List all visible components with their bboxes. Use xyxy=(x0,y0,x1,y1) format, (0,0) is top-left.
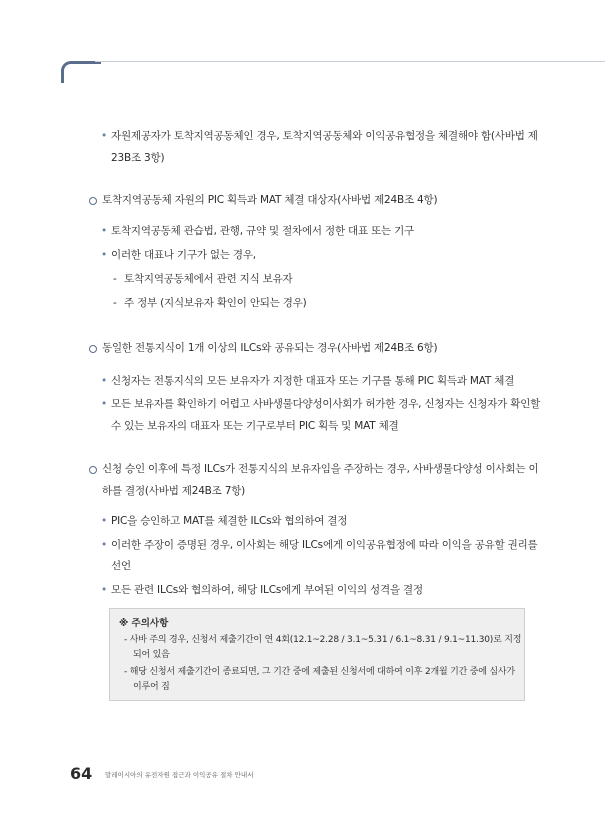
note-item-1-line-1: - 사바 주의 경우, 신청서 제출기간이 연 4회(12.1~2.28 / 3.1~5.31 / 6.1~8.31 / 9.1~11.30)로 지정 xyxy=(124,635,522,645)
page-number: 64 xyxy=(70,764,93,783)
section2-title: 동일한 전통지식이 1개 이상의 ILCs와 공유되는 경우(사바법 제24B조 6항) xyxy=(102,342,438,354)
page-corner-decoration xyxy=(61,61,101,83)
dash-marker: - xyxy=(113,273,117,285)
section-circle-icon xyxy=(89,466,97,474)
intro-bullet-1-line-1: • 자원제공자가 토착지역공동체인 경우, 토착지역공동체와 이익공유협정을 체결해야 함(사바법 제 xyxy=(111,129,538,144)
section-circle-icon xyxy=(89,345,97,353)
section-circle-icon xyxy=(89,197,97,205)
note-title: ※ 주의사항 xyxy=(119,618,169,629)
section3-bullet-1: • PIC을 승인하고 MAT를 체결한 ILCs와 협의하여 결정 xyxy=(111,514,347,529)
section2-bullet-2-line-2: 수 있는 보유자의 대표자 또는 기구로부터 PIC 획득 및 MAT 체결 xyxy=(111,420,399,432)
page-top-rule xyxy=(95,61,605,62)
section2-bullet-1: • 신청자는 전통지식의 모든 보유자가 지정한 대표자 또는 기구를 통해 PIC 획득과 MAT 체결 xyxy=(111,374,514,389)
note-item-1-line-2: 되어 있음 xyxy=(133,650,170,660)
section1-bullet-1: • 토착지역공동체 관습법, 관행, 규약 및 절차에서 정한 대표 또는 기구 xyxy=(111,224,414,239)
section1-dash-item-2: 주 정부 (지식보유자 확인이 안되는 경우) xyxy=(124,297,307,309)
section3-bullet-3: • 모든 관련 ILCs와 협의하여, 해당 ILCs에게 부여된 이익의 성격을 결정 xyxy=(111,583,423,598)
section3-title-line-2: 하를 결정(사바법 제24B조 7항) xyxy=(102,485,246,497)
section2-bullet-2-line-1: • 모든 보유자를 확인하기 어렵고 사바생물다양성이사회가 허가한 경우, 신청자는 신청자가 확인할 xyxy=(111,397,540,412)
note-item-2-line-1: - 해당 신청서 제출기간이 종료되면, 그 기간 중에 제출된 신청서에 대하여 이후 2개월 기간 중에 심사가 xyxy=(124,667,515,677)
section1-bullet-2: • 이러한 대표나 기구가 없는 경우, xyxy=(111,248,256,263)
footer-title: 말레이시아의 유전자원 접근과 이익공유 절차 안내서 xyxy=(105,771,254,779)
dash-marker: - xyxy=(113,297,117,309)
note-box xyxy=(109,608,525,701)
section3-title-line-1: 신청 승인 이후에 특정 ILCs가 전통지식의 보유자임을 주장하는 경우, 사바생물다양성 이사회는 이 xyxy=(102,463,539,475)
note-item-2-line-2: 이루어 짐 xyxy=(133,682,170,692)
section1-dash-item-1: 토착지역공동체에서 관련 지식 보유자 xyxy=(124,273,293,285)
intro-bullet-1-line-2: 23B조 3항) xyxy=(111,152,165,164)
section3-bullet-2-line-2: 선언 xyxy=(111,560,131,572)
section3-bullet-2-line-1: • 이러한 주장이 증명된 경우, 이사회는 해당 ILCs에게 이익공유협정에 따라 이익을 공유할 권리를 xyxy=(111,538,538,553)
section1-title: 토착지역공동체 자원의 PIC 획득과 MAT 체결 대상자(사바법 제24B조 4항) xyxy=(102,194,438,206)
